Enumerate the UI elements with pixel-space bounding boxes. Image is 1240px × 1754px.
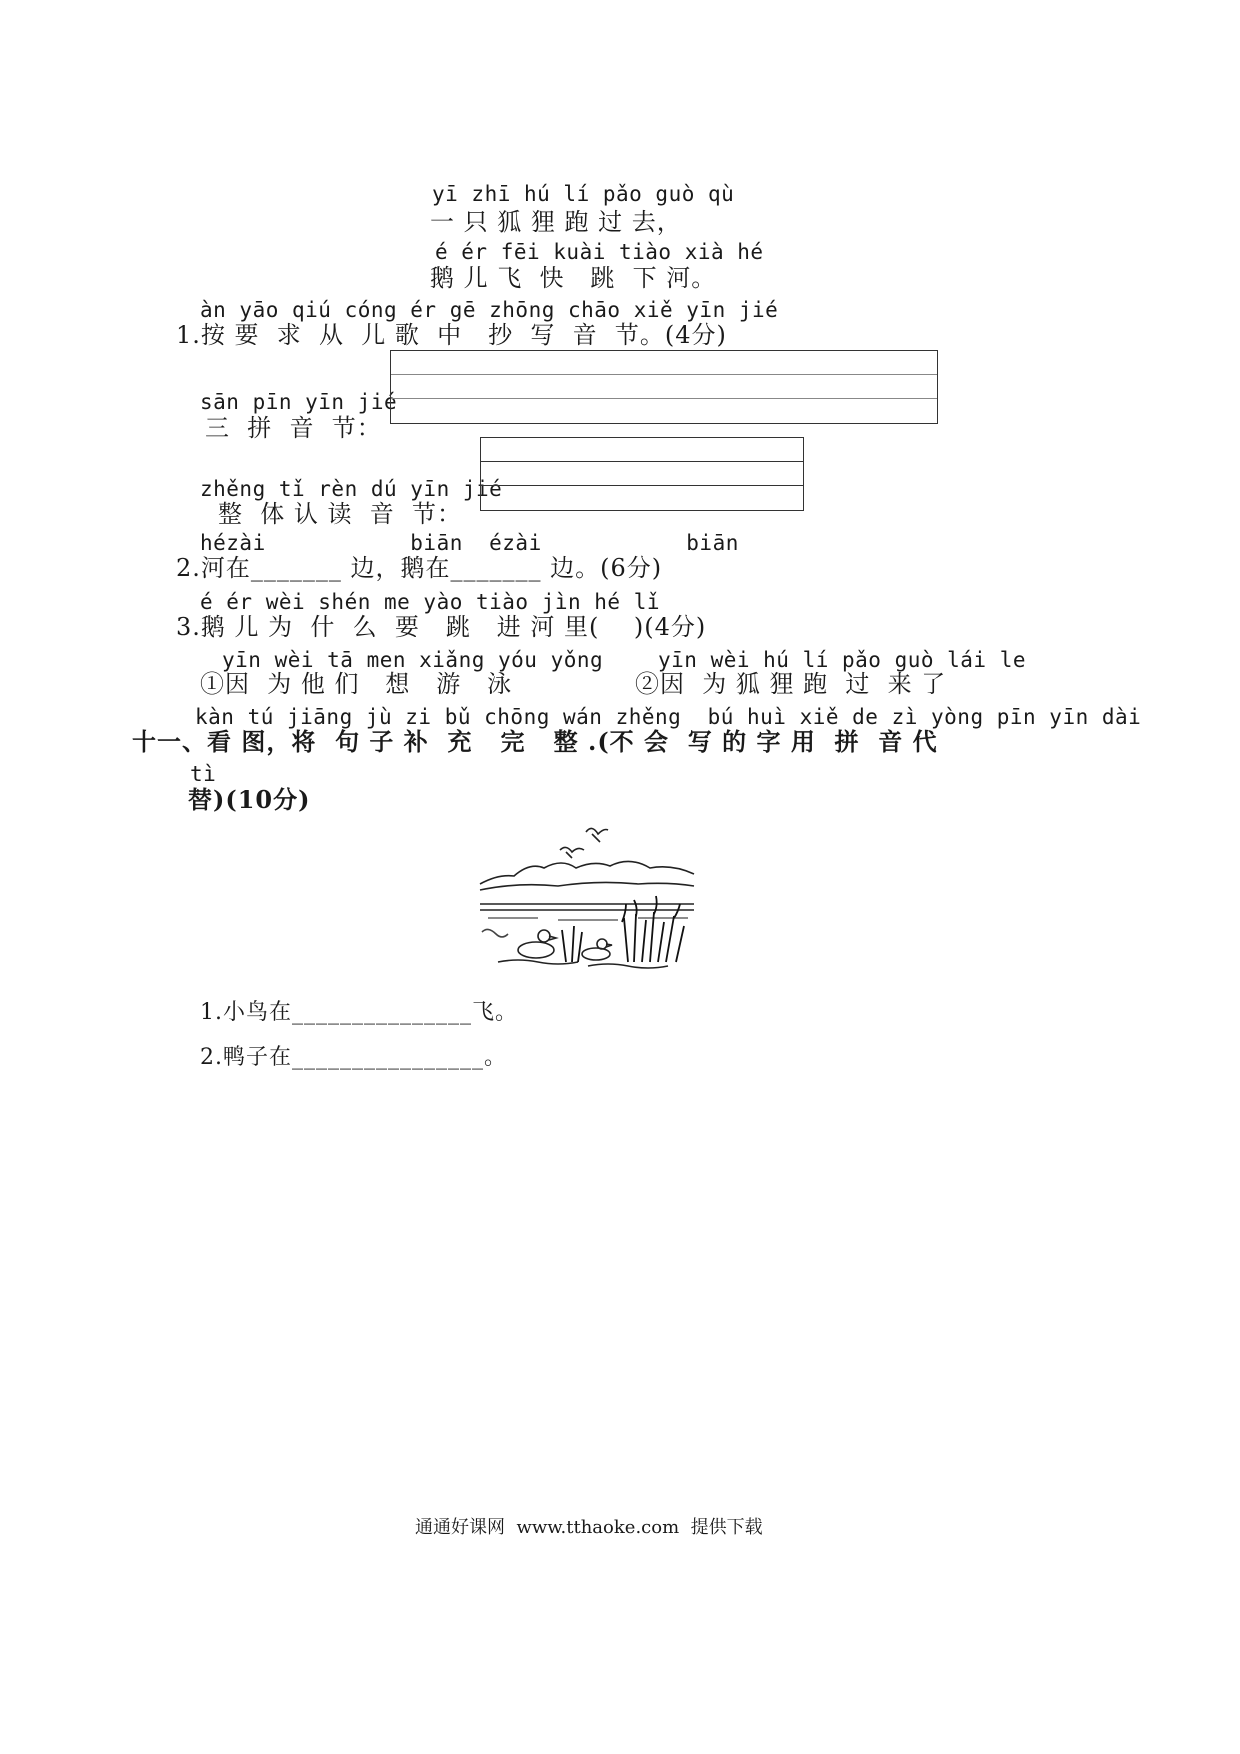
q3-option1-pinyin: yīn wèi tā men xiǎng yóu yǒng <box>222 648 604 672</box>
lake-scene-illustration <box>478 822 696 972</box>
q3-text[interactable]: 3.鹅 儿 为 什 么 要 跳 进 河 里( )(4分) <box>176 613 707 641</box>
bird-icon <box>560 847 584 858</box>
duck-icon <box>518 930 556 958</box>
q3-option1[interactable]: ①因 为 他 们 想 游 泳 <box>200 670 513 698</box>
bird-icon <box>586 828 608 842</box>
footer-source: 通通好课网 www.tthaoke.com 提供下载 <box>415 1517 763 1538</box>
q3-pinyin: é ér wèi shén me yào tiào jìn hé lǐ <box>200 590 661 614</box>
q3-option2[interactable]: ②因 为 狐 狸 跑 过 来 了 <box>635 670 947 698</box>
q11-pinyin: kàn tú jiāng jù zi bǔ chōng wán zhěng bú huì xiě de zì yòng pīn yīn dài <box>195 705 1142 729</box>
san-pin-label: 三 拼 音 节： <box>205 414 382 442</box>
fill-sentence-1[interactable]: 1.小鸟在_______________飞。 <box>200 1000 518 1025</box>
q11-pinyin-2: tì <box>190 762 217 786</box>
poem-line2: 鹅 儿 飞 快 跳 下 河。 <box>430 264 717 292</box>
zheng-ti-pinyin: zhěng tǐ rèn dú yīn jié <box>200 477 503 501</box>
poem-line2-pinyin: é ér fēi kuài tiào xià hé <box>435 240 764 264</box>
q2-pinyin: hézài biān ézài biān <box>200 531 739 555</box>
poem-line1: 一 只 狐 狸 跑 过 去， <box>430 208 682 236</box>
q1-text: 1.按 要 求 从 儿 歌 中 抄 写 音 节。(4分) <box>176 321 727 349</box>
duck-icon <box>582 939 612 960</box>
san-pin-pinyin: sān pīn yīn jié <box>200 390 398 414</box>
zheng-ti-writing-lines[interactable] <box>480 437 804 511</box>
q11-heading: 十一、看 图，将 句 子 补 充 完 整 .(不 会 写 的 字 用 拼 音 代 <box>132 727 938 756</box>
q3-option2-pinyin: yīn wèi hú lí pǎo guò lái le <box>658 648 1027 672</box>
q2-text[interactable]: 2.河在_______ 边，鹅在_______ 边。(6分) <box>176 554 663 582</box>
q1-pinyin: àn yāo qiú cóng ér gē zhōng chāo xiě yīn jié <box>200 298 779 322</box>
fill-sentence-2[interactable]: 2.鸭子在________________。 <box>200 1045 507 1070</box>
q11-heading-2: 替)(10分) <box>188 785 311 814</box>
poem-line1-pinyin: yī zhī hú lí pǎo guò qù <box>432 182 735 206</box>
zheng-ti-label: 整 体 认 读 音 节： <box>218 500 463 528</box>
san-pin-writing-lines[interactable] <box>390 350 938 424</box>
